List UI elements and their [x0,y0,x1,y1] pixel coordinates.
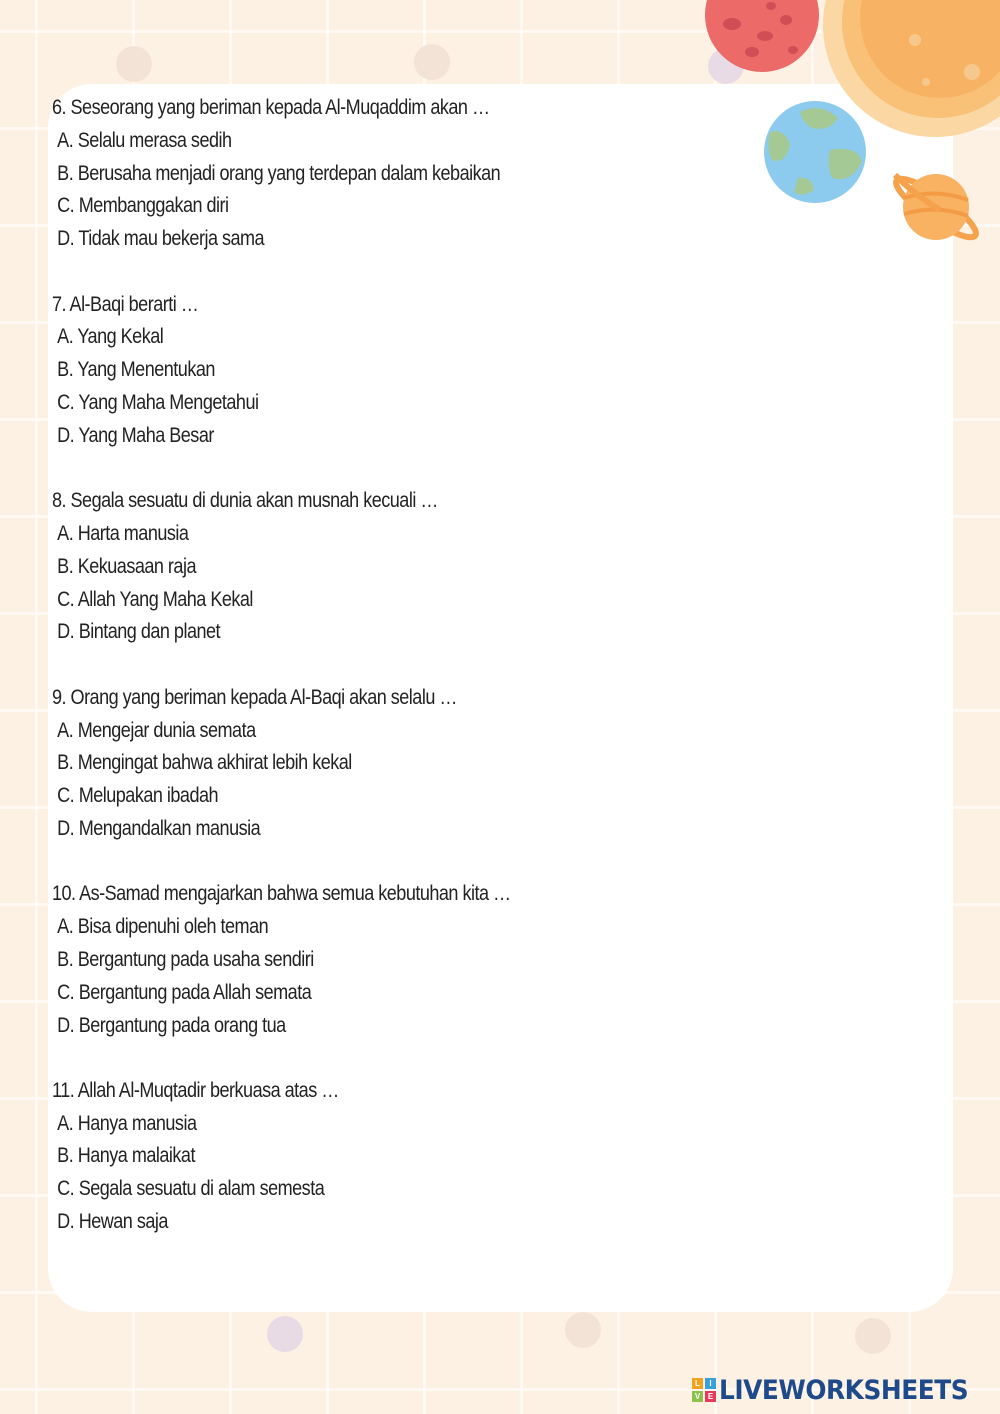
question-10 [52,878,752,1042]
option-d[interactable]: D. Yang Maha Besar [57,423,214,447]
option-b[interactable]: B. Mengingat bahwa akhirat lebih kekal [57,751,352,775]
logo-icon-letter: L [692,1378,703,1389]
option-b[interactable]: B. Berusaha menjadi orang yang terdepan dalam kebaikan [57,161,501,185]
question-9 [52,682,752,846]
question-list [52,92,752,1271]
option-c[interactable]: C. Melupakan ibadah [57,784,219,808]
logo-icon-letter: E [705,1391,716,1402]
logo-icon-letter: I [705,1378,716,1389]
option-d[interactable]: D. Bintang dan planet [57,620,221,644]
question-7 [52,289,752,453]
option-b[interactable]: B. Bergantung pada usaha sendiri [57,947,314,971]
option-d[interactable]: D. Mengandalkan manusia [57,816,261,840]
question-text: 9. Orang yang beriman kepada Al-Baqi akan selalu … [52,685,457,709]
liveworksheets-logo-icon [692,1378,716,1402]
background-dot [116,46,152,82]
option-c[interactable]: C. Allah Yang Maha Kekal [57,587,253,611]
option-a[interactable]: A. Yang Kekal [57,325,164,349]
earth-icon [764,101,866,203]
option-a[interactable]: A. Selalu merasa sedih [57,128,232,152]
question-11 [52,1075,752,1239]
option-c[interactable]: C. Yang Maha Mengetahui [57,390,259,414]
option-b[interactable]: B. Hanya malaikat [57,1144,195,1168]
question-6 [52,92,752,256]
background-dot [565,1312,601,1348]
option-c[interactable]: C. Membanggakan diri [57,194,229,218]
red-planet-icon [705,0,819,72]
question-8 [52,485,752,649]
question-text: 6. Seseorang yang beriman kepada Al-Muqaddim akan … [52,96,490,119]
question-text: 8. Segala sesuatu di dunia akan musnah kecuali … [52,489,438,513]
option-b[interactable]: B. Yang Menentukan [57,358,215,382]
question-text: 7. Al-Baqi berarti … [52,292,199,316]
background-dot [414,44,450,80]
liveworksheets-logo[interactable] [692,1372,990,1408]
background-dot [267,1316,303,1352]
saturn-icon [890,171,982,246]
option-a[interactable]: A. Hanya manusia [57,1111,197,1135]
option-a[interactable]: A. Bisa dipenuhi oleh teman [57,915,269,939]
logo-text: LIVEWORKSHEETS [719,1374,969,1406]
option-d[interactable]: D. Bergantung pada orang tua [57,1013,286,1037]
question-text: 10. As-Samad mengajarkan bahwa semua kebutuhan kita … [52,882,511,906]
option-c[interactable]: C. Bergantung pada Allah semata [57,980,312,1004]
option-b[interactable]: B. Kekuasaan raja [57,554,196,578]
option-a[interactable]: A. Mengejar dunia semata [57,718,256,742]
option-d[interactable]: D. Hewan saja [57,1210,168,1234]
option-a[interactable]: A. Harta manusia [57,521,189,545]
option-c[interactable]: C. Segala sesuatu di alam semesta [57,1177,325,1201]
option-d[interactable]: D. Tidak mau bekerja sama [57,227,265,251]
question-text: 11. Allah Al-Muqtadir berkuasa atas … [52,1078,339,1102]
background-dot [855,1318,891,1354]
logo-icon-letter: V [692,1391,703,1402]
